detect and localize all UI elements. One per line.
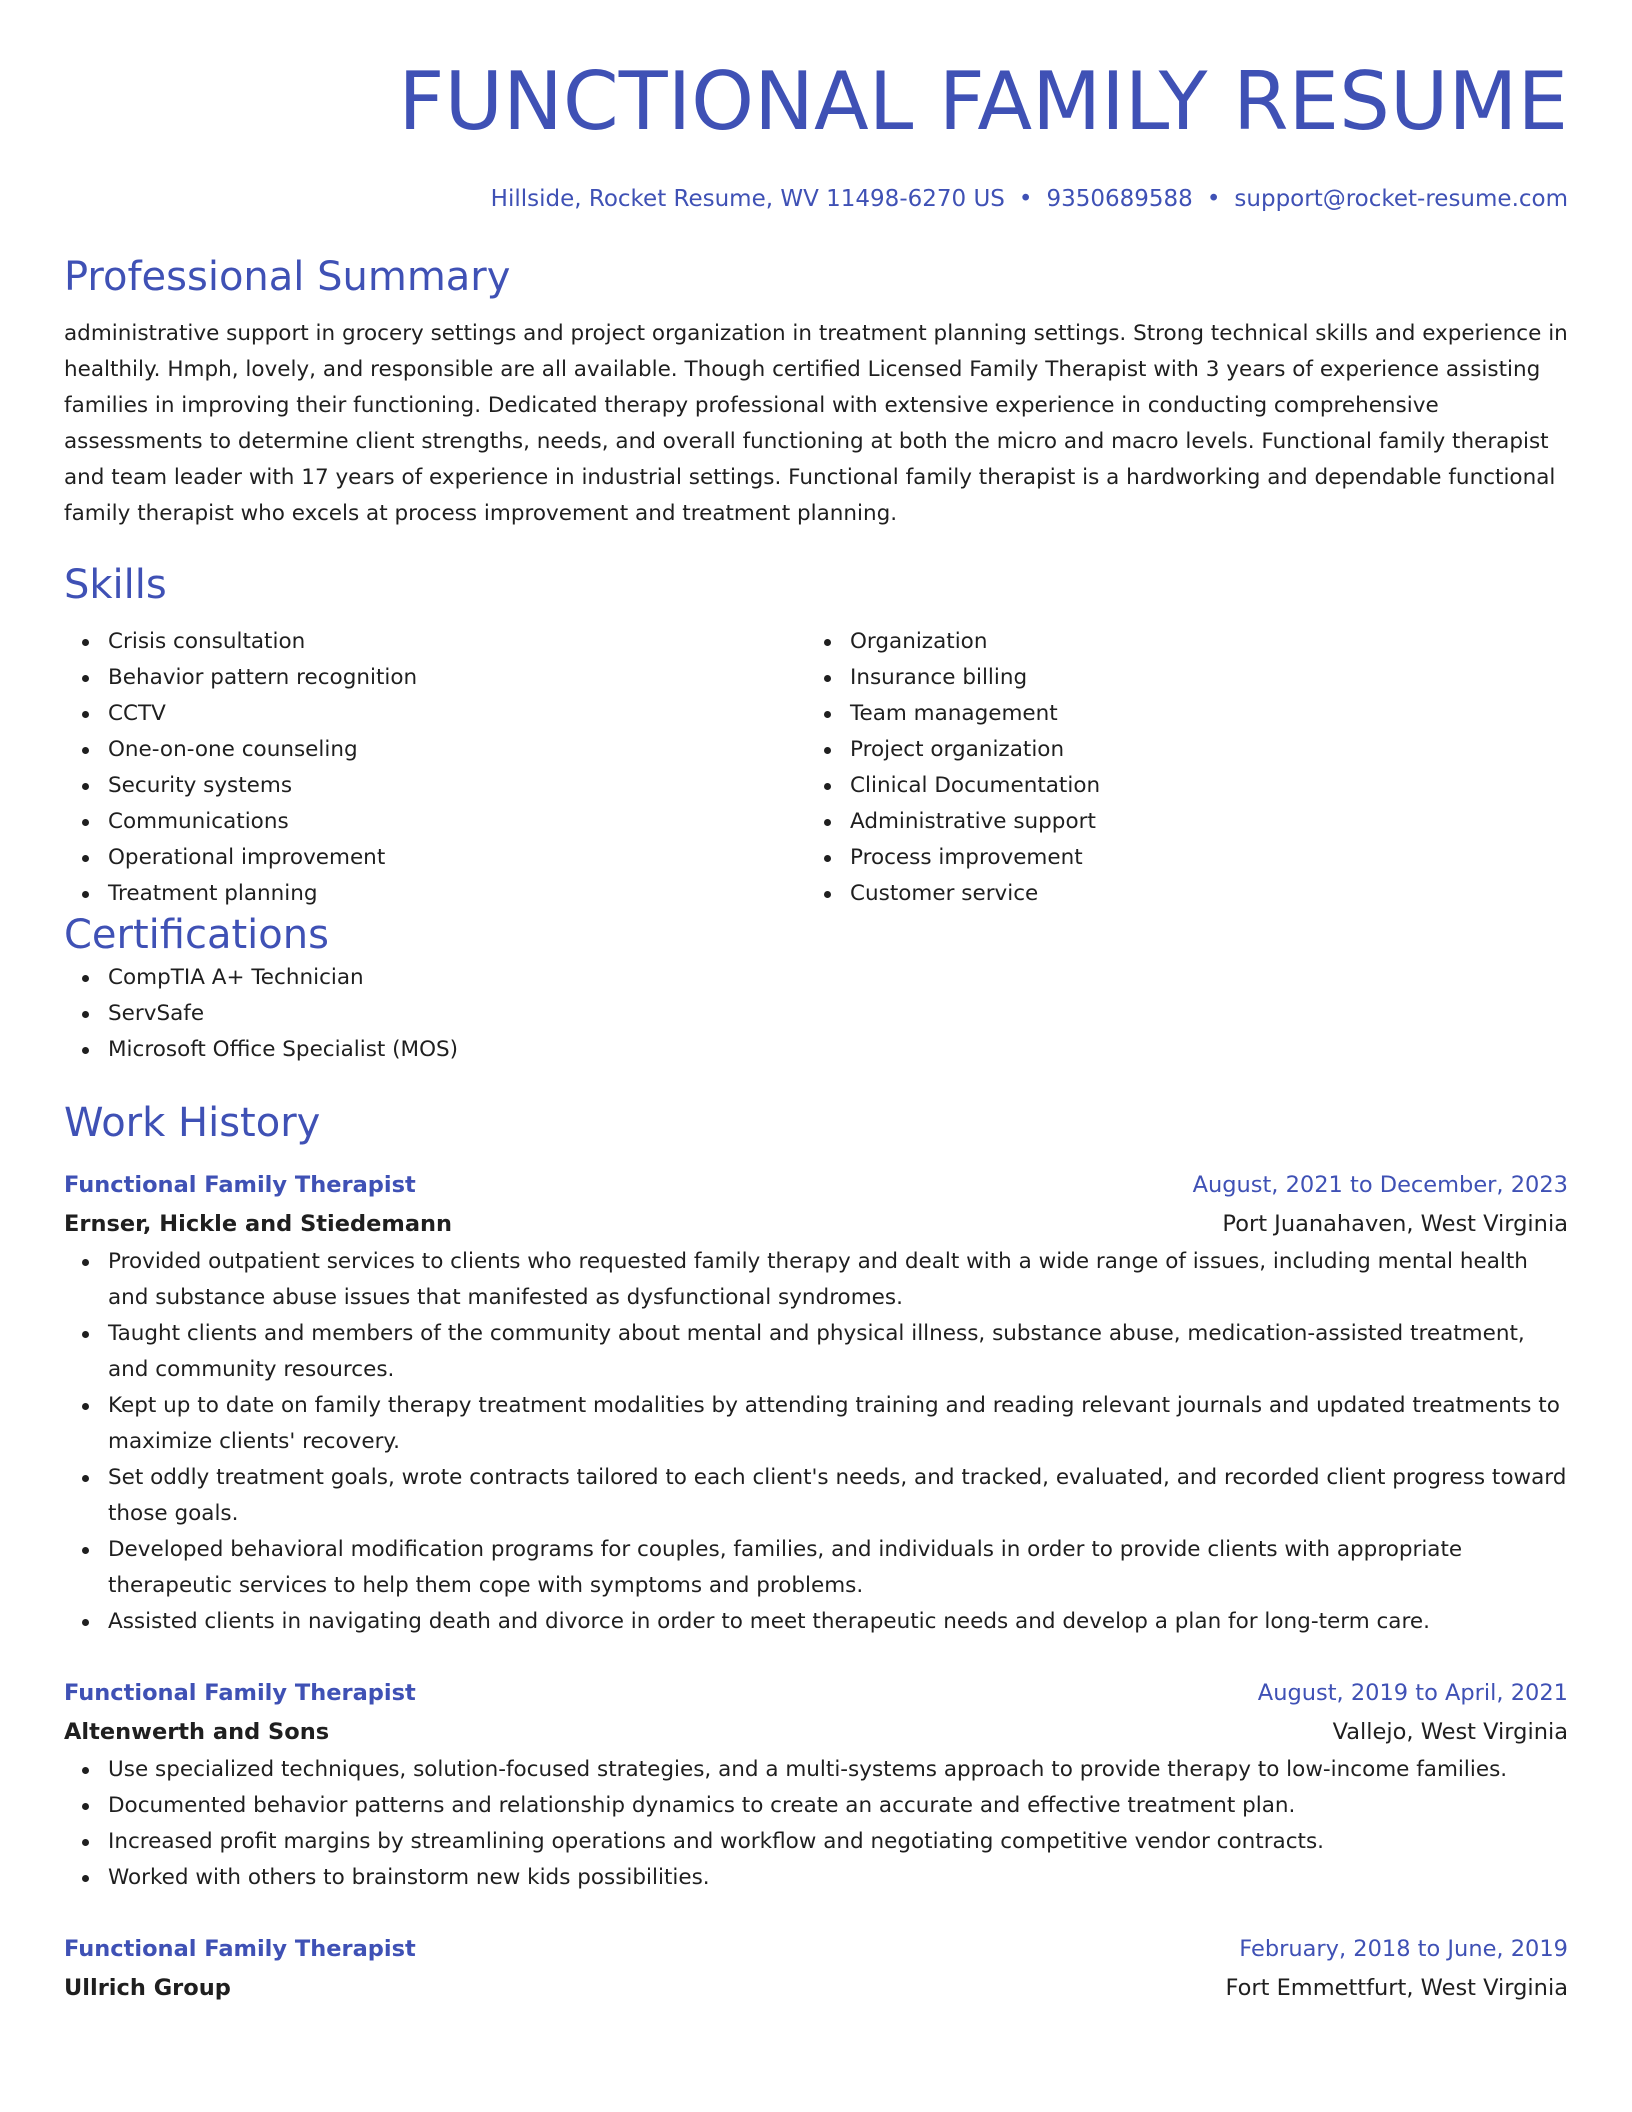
summary-heading: Professional Summary	[64, 254, 511, 300]
skill-item: Clinical Documentation	[850, 768, 1550, 804]
skill-item: CCTV	[108, 696, 808, 732]
job-duty-item: Documented behavior patterns and relationship dynamics to create an accurate and effective treatment plan.	[108, 1788, 1568, 1824]
job-location: Vallejo, West Virginia	[1332, 1719, 1568, 1745]
summary-text: administrative support in grocery settings and project organization in treatment planning settings. Strong technical skills and experience in healthily. Hmph, lovely, and responsible are all available. Though certified Licensed Family Therapist with 3 years of experience assisting families in improving their functioning. Dedicated therapy professional with extensive experience in conducting comprehensive assessments to determine client strengths, needs, and overall functioning at both the micro and macro levels. Functional family therapist and team leader with 17 years of experience in industrial settings. Functional family therapist is a hardworking and dependable functional family therapist who excels at process improvement and treatment planning.	[64, 321, 1568, 526]
job-duty-item: Developed behavioral modification programs for couples, families, and individuals in order to provide clients with appropriate therapeutic services to help them cope with symptoms and problems.	[108, 1532, 1568, 1604]
job-location: Port Juanahaven, West Virginia	[1222, 1211, 1568, 1237]
job-duty-item: Taught clients and members of the community about mental and physical illness, substance abuse, medication-assisted treatment, and community resources.	[108, 1316, 1568, 1388]
job-header	[64, 1166, 1568, 1204]
job-title: Functional Family Therapist	[64, 1936, 416, 1962]
job-dates: August, 2021 to December, 2023	[1192, 1172, 1568, 1198]
certification-item: Microsoft Office Specialist (MOS)	[108, 1032, 1568, 1068]
skills-column-left	[64, 624, 808, 912]
job-employer-row	[64, 1204, 1568, 1244]
skill-item: Team management	[850, 696, 1550, 732]
skill-item: Communications	[108, 804, 808, 840]
job-duty-item: Set oddly treatment goals, wrote contracts tailored to each client's needs, and tracked, evaluated, and recorded client progress toward those goals.	[108, 1460, 1568, 1532]
job-duty-item: Use specialized techniques, solution-focused strategies, and a multi-systems approach to provide therapy to low-income families.	[108, 1752, 1568, 1788]
skill-item: Treatment planning	[108, 876, 808, 912]
skill-item: Operational improvement	[108, 840, 808, 876]
skills-list	[64, 624, 1568, 906]
job-duty-item: Worked with others to brainstorm new kids possibilities.	[108, 1860, 1568, 1896]
job-duties-list	[64, 1244, 1568, 1640]
contact-line	[64, 184, 1568, 214]
certification-item: ServSafe	[108, 996, 1568, 1032]
job-dates: February, 2018 to June, 2019	[1239, 1936, 1568, 1962]
job-header	[64, 1930, 1568, 1968]
skill-item: Security systems	[108, 768, 808, 804]
job-company: Altenwerth and Sons	[64, 1719, 330, 1745]
job-employer-row	[64, 1968, 1568, 2008]
contact-phone[interactable]: 9350689588	[1046, 186, 1193, 212]
skill-item: Project organization	[850, 732, 1550, 768]
skills-column-right	[806, 624, 1550, 912]
job-duty-item: Assisted clients in navigating death and divorce in order to meet therapeutic needs and develop a plan for long-term care.	[108, 1604, 1568, 1640]
contact-email[interactable]: support@rocket-resume.com	[1234, 186, 1568, 212]
job-duty-item: Increased profit margins by streamlining operations and workflow and negotiating competitive vendor contracts.	[108, 1824, 1568, 1860]
certifications-list	[64, 960, 1568, 1068]
job-duty-item: Kept up to date on family therapy treatment modalities by attending training and reading relevant journals and updated treatments to maximize clients' recovery.	[108, 1388, 1568, 1460]
resume-content	[64, 0, 1568, 2008]
resume-name: FUNCTIONAL FAMILY RESUME	[398, 55, 1568, 148]
job-title: Functional Family Therapist	[64, 1680, 416, 1706]
certifications-heading: Certifications	[64, 912, 329, 958]
skill-item: Insurance billing	[850, 660, 1550, 696]
job-duties-list	[64, 1752, 1568, 1896]
job-duty-item: Provided outpatient services to clients who requested family therapy and dealt with a wide range of issues, including mental health and substance abuse issues that manifested as dysfunctional syndromes.	[108, 1244, 1568, 1316]
skill-item: Administrative support	[850, 804, 1550, 840]
skill-item: One-on-one counseling	[108, 732, 808, 768]
contact-address: Hillside, Rocket Resume, WV 11498-6270 US	[490, 186, 1005, 212]
contact-separator: •	[1206, 186, 1221, 212]
skill-item: Organization	[850, 624, 1550, 660]
job-company: Ernser, Hickle and Stiedemann	[64, 1211, 453, 1237]
job-entry	[64, 1166, 1568, 1640]
job-dates: August, 2019 to April, 2021	[1257, 1680, 1568, 1706]
contact-separator: •	[1018, 186, 1033, 212]
job-location: Fort Emmettfurt, West Virginia	[1225, 1975, 1568, 2001]
job-entry	[64, 1930, 1568, 2008]
skill-item: Crisis consultation	[108, 624, 808, 660]
skill-item: Customer service	[850, 876, 1550, 912]
job-title: Functional Family Therapist	[64, 1172, 416, 1198]
work-history-heading: Work History	[64, 1100, 321, 1146]
job-entry	[64, 1674, 1568, 1896]
job-company: Ullrich Group	[64, 1975, 231, 2001]
job-header	[64, 1674, 1568, 1712]
certification-item: CompTIA A+ Technician	[108, 960, 1568, 996]
skill-item: Process improvement	[850, 840, 1550, 876]
skills-heading: Skills	[64, 562, 167, 608]
skill-item: Behavior pattern recognition	[108, 660, 808, 696]
job-employer-row	[64, 1712, 1568, 1752]
